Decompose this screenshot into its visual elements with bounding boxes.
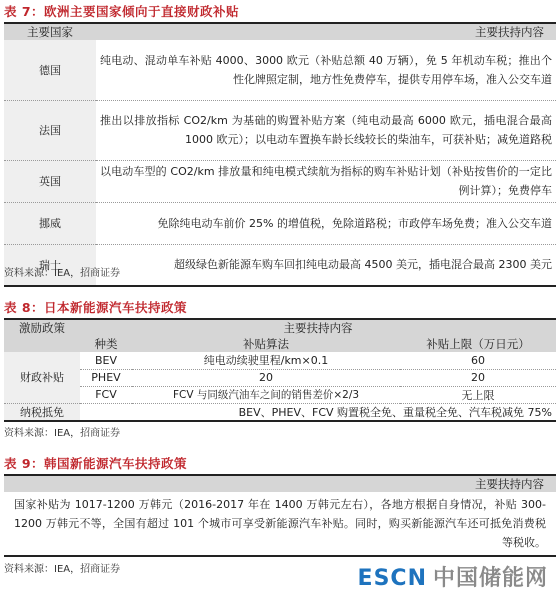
table9-caption: 表 9：韩国新能源汽车扶持政策 bbox=[4, 456, 188, 471]
table-row bbox=[4, 403, 556, 421]
table7-header-row bbox=[4, 23, 556, 40]
watermark-site: 中国储能网 bbox=[432, 566, 548, 591]
table-row bbox=[4, 202, 556, 244]
table-row bbox=[4, 492, 556, 556]
table8-header-main: 主要扶持内容 bbox=[283, 321, 353, 335]
table8-header-row bbox=[4, 319, 556, 336]
table9-header-row bbox=[4, 475, 556, 492]
tax-credit-label: 纳税抵免 bbox=[4, 403, 80, 421]
algo-bev: 纯电动续驶里程/km×0.1 bbox=[203, 354, 329, 368]
algo-fcv: FCV 与同级汽油车之间的销售差价×2/3 bbox=[172, 389, 360, 401]
content-norway: 免除纯电动车前价 25% 的增值税，免除道路税；市政停车场免费；准入公交车道 bbox=[157, 216, 552, 230]
korea-content: 国家补贴为 1017-1200 万韩元（2016-2017 年在 1400 万韩元左右），各地方根据自身情况，补贴 300-1200 万韩元不等，全国有超过 101 个城市可享受新能源汽车补贴。同时，购买新能源汽车还可抵免消费税等税收。 bbox=[14, 498, 546, 549]
content-france: 推出以排放指标 CO2/km 为基础的购置补贴方案（纯电动最高 6000 欧元，插电混合最高 1000 欧元）；以电动车置换车龄长线较长的柴油车，可获补贴；减免道路税 bbox=[100, 114, 552, 146]
content-switzerland: 超级绿色新能源车购车回扣纯电动最高 4500 美元，插电混合最高 2300 美元 bbox=[174, 258, 552, 272]
table9-header: 主要扶持内容 bbox=[475, 477, 544, 491]
cap-fcv: 无上限 bbox=[461, 388, 495, 402]
kind-bev: BEV bbox=[94, 353, 118, 367]
table-row bbox=[4, 100, 556, 160]
watermark-escn: ESCN bbox=[357, 566, 427, 591]
table-row bbox=[4, 386, 556, 403]
table8-header-cap: 补贴上限（万日元） bbox=[426, 337, 530, 351]
watermark bbox=[358, 561, 548, 592]
algo-phev: 20 bbox=[259, 371, 273, 384]
content-germany: 纯电动、混动单车补贴 4000、3000 欧元（补贴总额 40 万辆），免 5 年机动车税；推出个性化牌照定制，地方性免费停车，提供专用停车场，准入公交车道 bbox=[100, 53, 552, 86]
table7-source: 资料来源：IEA，招商证券 bbox=[4, 268, 121, 279]
table8 bbox=[4, 318, 556, 422]
fiscal-subsidy-label: 财政补贴 bbox=[4, 352, 80, 403]
table7-header-country: 主要国家 bbox=[27, 25, 73, 39]
country-germany: 德国 bbox=[4, 40, 96, 100]
table-row bbox=[4, 369, 556, 386]
table7 bbox=[4, 22, 556, 287]
table8-header-kind: 种类 bbox=[94, 337, 118, 351]
table7-caption: 表 7：欧洲主要国家倾向于直接财政补贴 bbox=[4, 4, 240, 19]
tax-credit-content: BEV、PHEV、FCV 购置税全免、重量税全免、汽车税减免 75% bbox=[238, 405, 552, 419]
table8-header-algo: 补贴算法 bbox=[243, 337, 289, 351]
country-uk: 英国 bbox=[4, 160, 96, 202]
country-france: 法国 bbox=[4, 100, 96, 160]
country-switzerland: 瑞士 bbox=[4, 244, 96, 286]
content-uk: 以电动车型的 CO2/km 排放量和纯电模式续航为指标的购车补贴计划（补贴按售价的一定比例计算）；免费停车 bbox=[100, 165, 552, 197]
table7-header-content: 主要扶持内容 bbox=[475, 25, 544, 39]
table8-header-policy: 激励政策 bbox=[19, 321, 65, 335]
table8-source: 资料来源：IEA，招商证券 bbox=[4, 428, 121, 439]
kind-fcv: FCV bbox=[95, 388, 117, 401]
table9 bbox=[4, 474, 556, 557]
table-row bbox=[4, 352, 556, 369]
table9-source: 资料来源：IEA，招商证券 bbox=[4, 564, 121, 575]
cap-bev: 60 bbox=[471, 353, 485, 367]
table-row bbox=[4, 160, 556, 202]
table-row bbox=[4, 40, 556, 100]
kind-phev: PHEV bbox=[91, 371, 121, 384]
country-norway: 挪威 bbox=[4, 202, 96, 244]
table8-caption: 表 8：日本新能源汽车扶持政策 bbox=[4, 300, 188, 315]
table8-subheader-row bbox=[4, 336, 556, 352]
cap-phev: 20 bbox=[471, 371, 485, 384]
